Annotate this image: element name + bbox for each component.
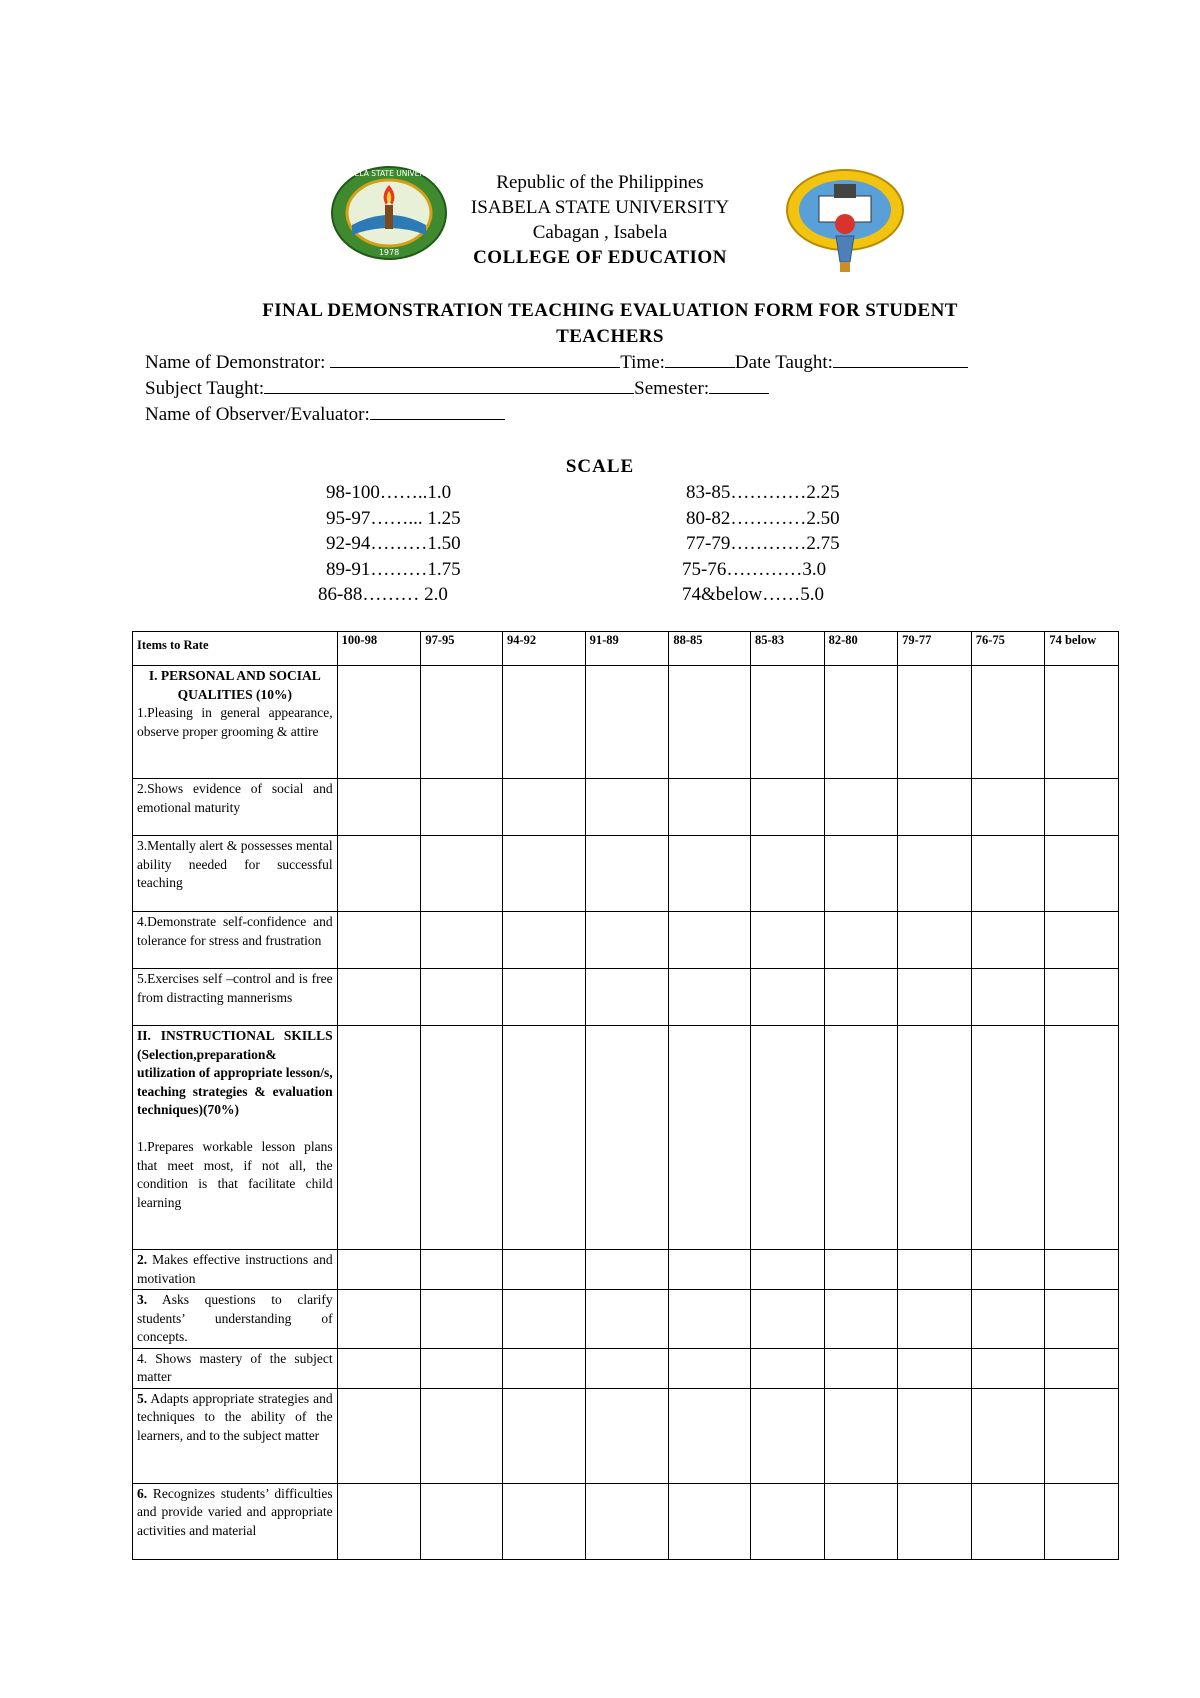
subject-field[interactable] (264, 376, 634, 394)
scale-entry: 77-79…………2.75 (686, 533, 840, 554)
rating-cell[interactable] (502, 969, 585, 1026)
scale-left-column (318, 480, 461, 608)
rating-cell[interactable] (669, 1026, 751, 1250)
semester-field[interactable] (709, 376, 769, 394)
item-cell (133, 1388, 338, 1483)
rating-cell[interactable] (421, 912, 503, 969)
rating-cell[interactable] (1045, 1348, 1119, 1388)
rating-cell[interactable] (898, 779, 972, 836)
section-title-personal: I. PERSONAL AND SOCIAL QUALITIES (10%) (148, 668, 321, 702)
item-text: Shows mastery of the subject matter (137, 1350, 333, 1384)
item-text: Adapts appropriate strategies and techniques to the ability of the learners, and to the subject matter (137, 1390, 333, 1443)
table-row (133, 1290, 1119, 1349)
rating-cell[interactable] (898, 912, 972, 969)
item-text: 1.Prepares workable lesson plans that meet most, if not all, the condition is that facilitate child learning (137, 1139, 333, 1210)
rating-cell[interactable] (421, 779, 503, 836)
rating-cell[interactable] (585, 1026, 669, 1250)
table-row (133, 1483, 1119, 1559)
form-title (130, 298, 1090, 350)
column-header: 85-83 (750, 632, 824, 666)
rating-cell[interactable] (502, 912, 585, 969)
rating-cell[interactable] (585, 1483, 669, 1559)
rating-cell[interactable] (337, 1026, 421, 1250)
section-title-instructional: II. INSTRUCTIONAL SKILLS (Selection,preparation& utilization of appropriate lesson/s, teaching strategies & evaluation techniques)(70%) (137, 1028, 333, 1117)
rating-cell[interactable] (669, 1483, 751, 1559)
rating-cell[interactable] (824, 1250, 898, 1290)
form-title-line1: FINAL DEMONSTRATION TEACHING EVALUATION FORM FOR STUDENT (262, 300, 958, 321)
rating-cell[interactable] (585, 1348, 669, 1388)
item-cell (133, 1348, 338, 1388)
rating-cell[interactable] (824, 836, 898, 912)
rating-cell[interactable] (750, 1250, 824, 1290)
rating-cell[interactable] (1045, 779, 1119, 836)
scale-entry: 86-88……… 2.0 (318, 584, 448, 605)
rating-cell[interactable] (824, 1290, 898, 1349)
column-header: 91-89 (585, 632, 669, 666)
table-header-row (133, 632, 1119, 666)
demonstrator-label: Name of Demonstrator: (145, 352, 326, 373)
rating-cell[interactable] (337, 779, 421, 836)
rating-cell[interactable] (898, 1290, 972, 1349)
item-number: 6. (137, 1485, 148, 1501)
rating-cell[interactable] (750, 1388, 824, 1483)
rating-cell[interactable] (337, 1250, 421, 1290)
rating-cell[interactable] (421, 1348, 503, 1388)
rating-cell[interactable] (337, 1388, 421, 1483)
scale-entry: 89-91………1.75 (326, 558, 461, 580)
rating-cell[interactable] (750, 1026, 824, 1250)
item-cell: 5.Exercises self –control and is free from distracting mannerisms (133, 969, 338, 1026)
table-row (133, 912, 1119, 969)
university-location: Cabagan , Isabela (532, 222, 668, 243)
rating-cell[interactable] (824, 1483, 898, 1559)
rating-cell[interactable] (898, 836, 972, 912)
rating-cell[interactable] (824, 969, 898, 1026)
rating-cell[interactable] (824, 666, 898, 779)
scale-entry: 95-97……... 1.25 (326, 507, 461, 529)
item-cell (133, 1290, 338, 1349)
rating-cell[interactable] (421, 836, 503, 912)
rating-cell[interactable] (337, 836, 421, 912)
item-number: 3. (137, 1292, 148, 1307)
rating-cell[interactable] (421, 666, 503, 779)
rating-cell[interactable] (898, 969, 972, 1026)
rating-cell[interactable] (971, 969, 1045, 1026)
rating-cell[interactable] (421, 1290, 503, 1349)
rating-cell[interactable] (1045, 1250, 1119, 1290)
observer-label: Name of Observer/Evaluator: (145, 404, 370, 425)
rating-cell[interactable] (971, 1250, 1045, 1290)
rating-cell[interactable] (669, 666, 751, 779)
svg-text:1978: 1978 (378, 248, 400, 257)
rating-cell[interactable] (337, 1348, 421, 1388)
table-row (133, 666, 1119, 779)
rating-cell[interactable] (1045, 912, 1119, 969)
rating-cell[interactable] (750, 1483, 824, 1559)
rating-table (132, 631, 1119, 1560)
rating-cell[interactable] (1045, 836, 1119, 912)
rating-cell[interactable] (669, 779, 751, 836)
college-name: COLLEGE OF EDUCATION (473, 247, 727, 268)
rating-cell[interactable] (669, 836, 751, 912)
item-cell (133, 1026, 338, 1250)
rating-cell[interactable] (502, 836, 585, 912)
rating-cell[interactable] (971, 912, 1045, 969)
rating-cell[interactable] (585, 1388, 669, 1483)
scale-entry: 74&below……5.0 (682, 584, 824, 605)
rating-cell[interactable] (971, 1348, 1045, 1388)
rating-cell[interactable] (824, 912, 898, 969)
rating-cell[interactable] (750, 1290, 824, 1349)
time-field[interactable] (665, 350, 735, 368)
rating-cell[interactable] (337, 969, 421, 1026)
item-cell (133, 666, 338, 779)
semester-label: Semester: (634, 378, 710, 399)
rating-cell[interactable] (502, 666, 585, 779)
item-text: 1.Pleasing in general appearance, observe proper grooming & attire (137, 705, 333, 739)
rating-cell[interactable] (585, 912, 669, 969)
rating-cell[interactable] (502, 1483, 585, 1559)
column-header: 76-75 (971, 632, 1045, 666)
form-fields (145, 350, 968, 428)
rating-cell[interactable] (1045, 1483, 1119, 1559)
column-header: 94-92 (502, 632, 585, 666)
table-row (133, 1388, 1119, 1483)
column-header: 82-80 (824, 632, 898, 666)
svg-text:ISABELA STATE UNIVERSITY: ISABELA STATE UNIVERSITY (337, 169, 441, 178)
item-cell (133, 1250, 338, 1290)
rating-cell[interactable] (669, 1388, 751, 1483)
rating-cell[interactable] (421, 969, 503, 1026)
subject-label: Subject Taught: (145, 378, 265, 399)
rating-cell[interactable] (502, 1388, 585, 1483)
item-cell: 3.Mentally alert & possesses mental ability needed for successful teaching (133, 836, 338, 912)
rating-cell[interactable] (421, 1388, 503, 1483)
rating-cell[interactable] (824, 1026, 898, 1250)
form-title-line2: TEACHERS (556, 326, 664, 347)
rating-cell[interactable] (750, 836, 824, 912)
rating-cell[interactable] (669, 1290, 751, 1349)
rating-cell[interactable] (971, 1026, 1045, 1250)
rating-cell[interactable] (585, 1290, 669, 1349)
rating-cell[interactable] (898, 1250, 972, 1290)
scale-entry: 83-85…………2.25 (686, 482, 840, 503)
university-name: ISABELA STATE UNIVERSITY (470, 197, 730, 218)
rating-cell[interactable] (898, 666, 972, 779)
column-header: 88-85 (669, 632, 751, 666)
table-row (133, 1250, 1119, 1290)
rating-cell[interactable] (585, 1250, 669, 1290)
rating-cell[interactable] (750, 1348, 824, 1388)
rating-cell[interactable] (824, 1348, 898, 1388)
rating-cell[interactable] (1045, 666, 1119, 779)
observer-field[interactable] (370, 402, 505, 420)
rating-cell[interactable] (502, 1026, 585, 1250)
column-header: 79-77 (898, 632, 972, 666)
table-row (133, 1026, 1119, 1250)
letterhead (0, 170, 1200, 270)
rating-cell[interactable] (502, 779, 585, 836)
scale-entry: 80-82…………2.50 (686, 507, 840, 529)
rating-cell[interactable] (898, 1483, 972, 1559)
rating-cell[interactable] (971, 666, 1045, 779)
rating-cell[interactable] (971, 1290, 1045, 1349)
rating-cell[interactable] (669, 969, 751, 1026)
item-cell: 4.Demonstrate self-confidence and tolerance for stress and frustration (133, 912, 338, 969)
table-row (133, 836, 1119, 912)
rating-cell[interactable] (502, 1348, 585, 1388)
table-row (133, 969, 1119, 1026)
rating-cell[interactable] (1045, 1388, 1119, 1483)
rating-cell[interactable] (585, 666, 669, 779)
rating-cell[interactable] (971, 836, 1045, 912)
item-text: Asks questions to clarify students’ understanding of concepts. (137, 1292, 333, 1344)
table-row (133, 1348, 1119, 1388)
rating-cell[interactable] (750, 969, 824, 1026)
rating-cell[interactable] (585, 779, 669, 836)
rating-cell[interactable] (421, 1250, 503, 1290)
rating-cell[interactable] (502, 1250, 585, 1290)
rating-cell[interactable] (669, 1250, 751, 1290)
rating-cell[interactable] (337, 1483, 421, 1559)
item-number: 4. (137, 1350, 148, 1366)
rating-cell[interactable] (750, 779, 824, 836)
column-header: 74 below (1045, 632, 1119, 666)
item-number: 5. (137, 1390, 148, 1406)
rating-cell[interactable] (898, 1388, 972, 1483)
republic-line: Republic of the Philippines (496, 172, 704, 193)
item-text: Makes effective instructions and motivation (137, 1252, 333, 1286)
scale-title: SCALE (565, 456, 635, 477)
column-header: Items to Rate (133, 632, 338, 666)
scale-right-column (682, 480, 840, 608)
date-field[interactable] (833, 350, 968, 368)
rating-cell[interactable] (750, 666, 824, 779)
rating-cell[interactable] (585, 836, 669, 912)
column-header: 97-95 (421, 632, 503, 666)
rating-cell[interactable] (337, 1290, 421, 1349)
rating-cell[interactable] (421, 1483, 503, 1559)
rating-cell[interactable] (898, 1026, 972, 1250)
scale-entry: 98-100……..1.0 (326, 482, 452, 503)
rating-cell[interactable] (1045, 969, 1119, 1026)
rating-cell[interactable] (421, 1026, 503, 1250)
rating-cell[interactable] (971, 1483, 1045, 1559)
rating-cell[interactable] (669, 912, 751, 969)
item-number: 2. (137, 1252, 148, 1267)
rating-cell[interactable] (971, 779, 1045, 836)
rating-cell[interactable] (750, 912, 824, 969)
item-cell (133, 1483, 338, 1559)
date-label: Date Taught: (734, 352, 833, 373)
time-label: Time: (620, 352, 665, 373)
demonstrator-field[interactable] (330, 350, 620, 368)
rating-cell[interactable] (337, 912, 421, 969)
rating-cell[interactable] (898, 1348, 972, 1388)
item-cell: 2.Shows evidence of social and emotional maturity (133, 779, 338, 836)
rating-cell[interactable] (1045, 1290, 1119, 1349)
rating-cell[interactable] (824, 779, 898, 836)
item-text: Recognizes students’ difficulties and provide varied and appropriate activities and material (137, 1485, 333, 1538)
scale-entry: 92-94………1.50 (326, 533, 461, 554)
rating-cell[interactable] (824, 1388, 898, 1483)
rating-cell[interactable] (669, 1348, 751, 1388)
rating-cell[interactable] (337, 666, 421, 779)
rating-cell[interactable] (585, 969, 669, 1026)
column-header: 100-98 (337, 632, 421, 666)
rating-cell[interactable] (1045, 1026, 1119, 1250)
table-row (133, 779, 1119, 836)
rating-cell[interactable] (971, 1388, 1045, 1483)
scale-entry: 75-76…………3.0 (682, 558, 827, 580)
rating-cell[interactable] (502, 1290, 585, 1349)
